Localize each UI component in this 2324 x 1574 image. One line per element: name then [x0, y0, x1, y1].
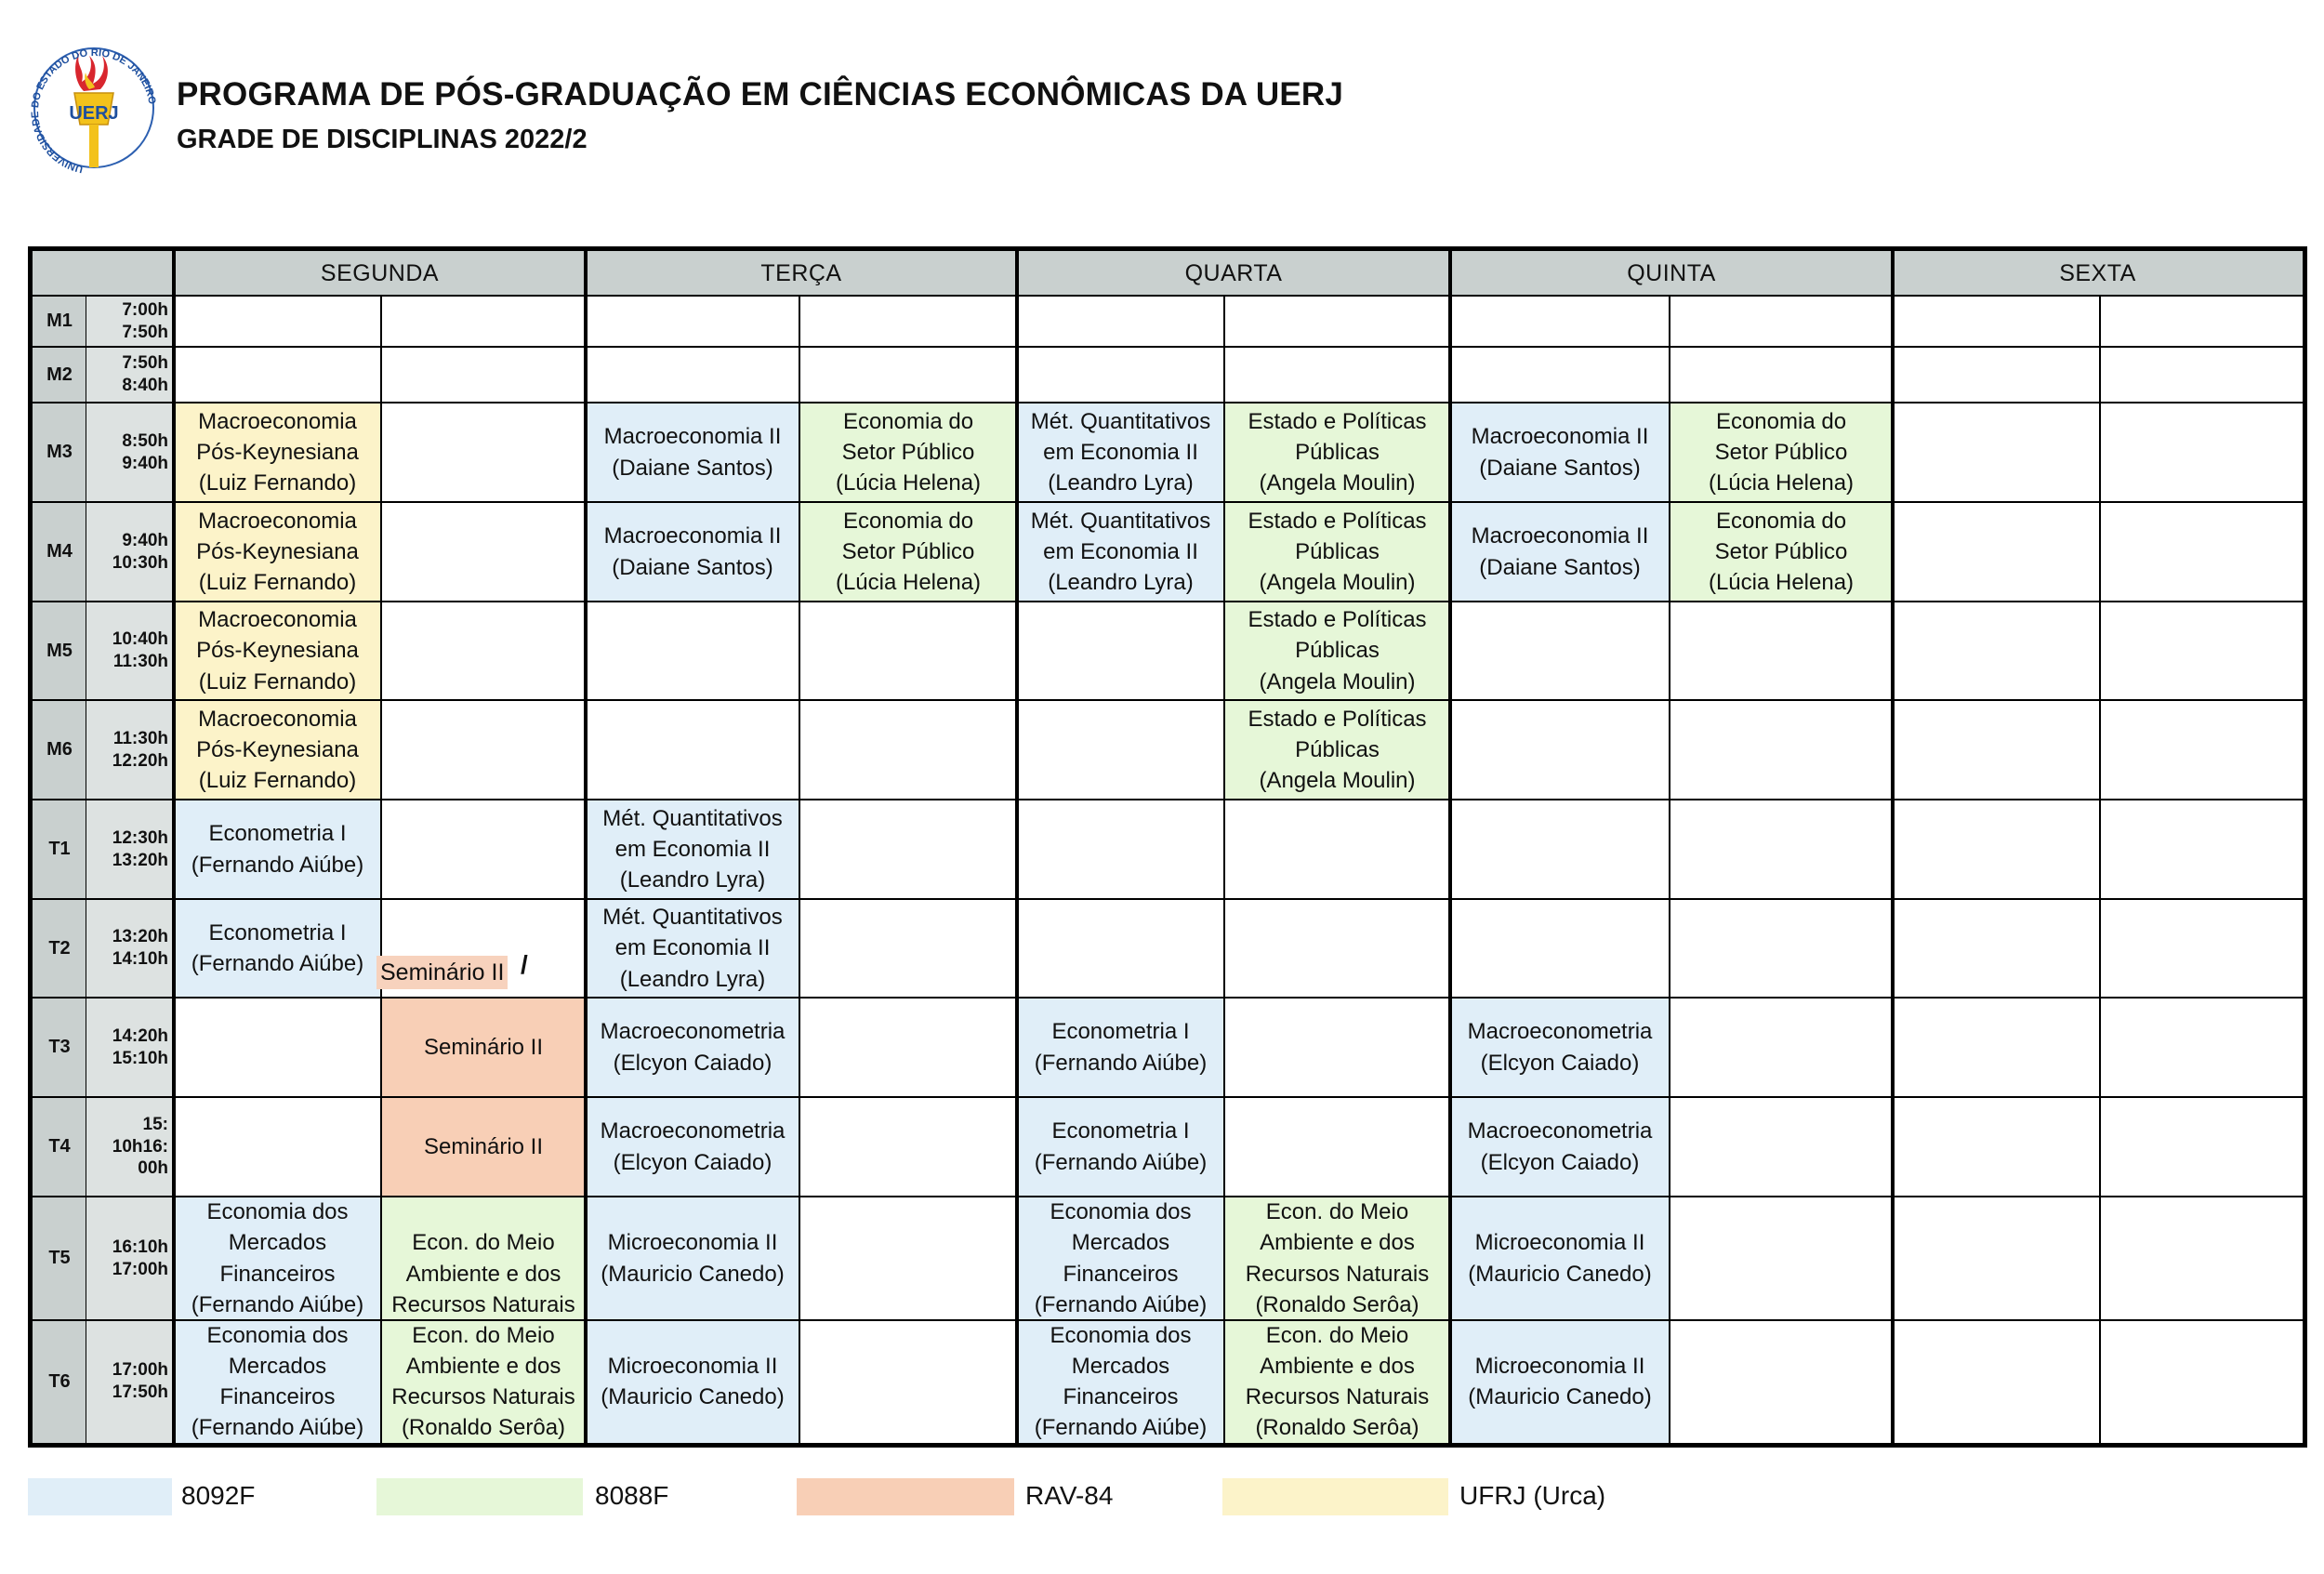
- course-cell: Microeconomia II (Mauricio Canedo): [586, 1320, 799, 1443]
- slot-code-t2: T2: [33, 899, 86, 998]
- row-divider: [33, 601, 2303, 602]
- slot-time-m1: 7:00h 7:50h: [86, 296, 174, 347]
- course-cell: Econ. do Meio Ambiente e dos Recursos Naturais: [381, 1197, 586, 1320]
- day-divider: [1891, 251, 1895, 1443]
- row-divider: [33, 1319, 2303, 1321]
- slot-time-t2: 13:20h 14:10h: [86, 899, 174, 998]
- column-divider: [799, 296, 800, 1443]
- course-cell: Macroeconometria (Elcyon Caiado): [586, 1097, 799, 1197]
- course-cell: Economia do Setor Público (Lúcia Helena): [799, 502, 1017, 602]
- slot-code-m2: M2: [33, 347, 86, 403]
- course-cell: Econ. do Meio Ambiente e dos Recursos Naturais (Ronaldo Serôa): [381, 1320, 586, 1443]
- course-cell: Macroeconomia Pós-Keynesiana (Luiz Fernando): [174, 602, 381, 700]
- course-cell: Estado e Políticas Públicas (Angela Moulin): [1224, 403, 1450, 502]
- course-cell: Econometria I (Fernando Aiúbe): [1017, 998, 1224, 1097]
- row-divider: [33, 997, 2303, 999]
- row-divider: [33, 346, 2303, 348]
- course-cell: Macroeconomia Pós-Keynesiana (Luiz Fernando): [174, 502, 381, 602]
- course-cell: Economia dos Mercados Financeiros (Fernando Aiúbe): [174, 1320, 381, 1443]
- course-cell: Microeconomia II (Mauricio Canedo): [1450, 1320, 1670, 1443]
- course-cell: Economia do Setor Público (Lúcia Helena): [799, 403, 1017, 502]
- course-cell: Macroeconomia II (Daiane Santos): [1450, 502, 1670, 602]
- column-divider: [2099, 296, 2101, 1443]
- slot-time-t4: 15: 10h16: 00h: [86, 1097, 174, 1197]
- course-cell: Estado e Políticas Públicas (Angela Moulin): [1224, 700, 1450, 800]
- course-cell: Macroeconomia Pós-Keynesiana (Luiz Fernando): [174, 403, 381, 502]
- slot-code-t4: T4: [33, 1097, 86, 1197]
- uerj-logo: [28, 35, 160, 177]
- slot-time-m3: 8:50h 9:40h: [86, 403, 174, 502]
- course-cell: Microeconomia II (Mauricio Canedo): [586, 1197, 799, 1320]
- column-divider: [1223, 296, 1225, 1443]
- slot-code-m6: M6: [33, 700, 86, 800]
- course-cell: Seminário II: [381, 1097, 586, 1197]
- day-header-segunda: SEGUNDA: [174, 251, 586, 296]
- day-header-quarta: QUARTA: [1017, 251, 1450, 296]
- course-cell: Mét. Quantitativos em Economia II (Leandro Lyra): [1017, 502, 1224, 602]
- header-corner: [33, 251, 174, 296]
- course-cell: Estado e Políticas Públicas (Angela Moulin): [1224, 602, 1450, 700]
- legend-swatch-8088f: [376, 1478, 583, 1515]
- day-header-sexta: SEXTA: [1893, 251, 2303, 296]
- row-divider: [33, 1096, 2303, 1098]
- slot-code-m1: M1: [33, 296, 86, 347]
- course-cell: Mét. Quantitativos em Economia II (Leandro Lyra): [586, 800, 799, 899]
- course-cell: Macroeconomia II (Daiane Santos): [1450, 403, 1670, 502]
- course-cell: Econometria I (Fernando Aiúbe): [174, 800, 381, 899]
- row-divider: [33, 799, 2303, 800]
- slot-time-m2: 7:50h 8:40h: [86, 347, 174, 403]
- course-cell: Macroeconomia II (Daiane Santos): [586, 502, 799, 602]
- slot-time-t1: 12:30h 13:20h: [86, 800, 174, 899]
- day-divider: [584, 251, 588, 1443]
- column-divider: [380, 296, 382, 1443]
- slot-code-t3: T3: [33, 998, 86, 1097]
- course-cell: Econometria I (Fernando Aiúbe): [174, 899, 381, 998]
- slot-time-t6: 17:00h 17:50h: [86, 1320, 174, 1443]
- slot-code-t1: T1: [33, 800, 86, 899]
- row-divider: [33, 898, 2303, 900]
- row-divider: [33, 402, 2303, 403]
- slot-time-m4: 9:40h 10:30h: [86, 502, 174, 602]
- row-divider: [33, 699, 2303, 701]
- course-cell: Macroeconomia Pós-Keynesiana (Luiz Fernando): [174, 700, 381, 800]
- slot-divider: [172, 251, 176, 1443]
- course-cell: Mét. Quantitativos em Economia II (Leandro Lyra): [1017, 403, 1224, 502]
- seminario-overlay-note: Seminário II: [376, 956, 508, 989]
- row-divider: [33, 501, 2303, 503]
- course-cell: Macroeconometria (Elcyon Caiado): [1450, 998, 1670, 1097]
- column-divider: [1669, 296, 1670, 1443]
- course-cell: Macroeconomia II (Daiane Santos): [586, 403, 799, 502]
- page-subtitle: GRADE DE DISCIPLINAS 2022/2: [177, 125, 588, 154]
- slot-code-t5: T5: [33, 1197, 86, 1320]
- legend-label-8088f: 8088F: [595, 1481, 669, 1510]
- course-cell: Economia dos Mercados Financeiros (Fernando Aiúbe): [174, 1197, 381, 1320]
- schedule-grid: [28, 246, 2307, 1448]
- overlay-slash-mark: /: [521, 950, 528, 979]
- legend-label-ufrj: UFRJ (Urca): [1459, 1481, 1606, 1510]
- slot-code-m5: M5: [33, 602, 86, 700]
- course-cell: Economia dos Mercados Financeiros (Fernando Aiúbe): [1017, 1197, 1224, 1320]
- course-cell: Economia dos Mercados Financeiros (Fernando Aiúbe): [1017, 1320, 1224, 1443]
- course-cell: Mét. Quantitativos em Economia II (Leandro Lyra): [586, 899, 799, 998]
- svg-text:UERJ: UERJ: [69, 103, 119, 124]
- slot-time-t3: 14:20h 15:10h: [86, 998, 174, 1097]
- slot-time-m5: 10:40h 11:30h: [86, 602, 174, 700]
- page-title: PROGRAMA DE PÓS-GRADUAÇÃO EM CIÊNCIAS ECONÔMICAS DA UERJ: [177, 76, 1344, 112]
- slot-code-m3: M3: [33, 403, 86, 502]
- course-cell: Microeconomia II (Mauricio Canedo): [1450, 1197, 1670, 1320]
- row-divider: [33, 295, 2303, 297]
- day-divider: [1448, 251, 1452, 1443]
- course-cell: Macroeconometria (Elcyon Caiado): [1450, 1097, 1670, 1197]
- course-cell: Econ. do Meio Ambiente e dos Recursos Naturais (Ronaldo Serôa): [1224, 1320, 1450, 1443]
- course-cell: Econ. do Meio Ambiente e dos Recursos Naturais (Ronaldo Serôa): [1224, 1197, 1450, 1320]
- legend-label-rav84: RAV-84: [1025, 1481, 1114, 1510]
- course-cell: Economia do Setor Público (Lúcia Helena): [1670, 502, 1893, 602]
- legend-swatch-ufrj: [1222, 1478, 1448, 1515]
- slot-code-m4: M4: [33, 502, 86, 602]
- svg-text:UNIVERSIDADE DO ESTADO DO RIO: UNIVERSIDADE DO ESTADO DO RIO DE JANEIRO: [29, 46, 158, 175]
- day-divider: [1015, 251, 1019, 1443]
- course-cell: Seminário II: [381, 998, 586, 1097]
- course-cell: Economia do Setor Público (Lúcia Helena): [1670, 403, 1893, 502]
- day-header-quinta: QUINTA: [1450, 251, 1893, 296]
- legend-label-8092f: 8092F: [181, 1481, 256, 1510]
- course-cell: Econometria I (Fernando Aiúbe): [1017, 1097, 1224, 1197]
- slot-time-t5: 16:10h 17:00h: [86, 1197, 174, 1320]
- legend-swatch-8092f: [28, 1478, 172, 1515]
- slot-time-m6: 11:30h 12:20h: [86, 700, 174, 800]
- legend-swatch-rav84: [797, 1478, 1014, 1515]
- course-cell: Estado e Políticas Públicas (Angela Moulin): [1224, 502, 1450, 602]
- day-header-terça: TERÇA: [586, 251, 1017, 296]
- row-divider: [33, 1196, 2303, 1197]
- slot-code-t6: T6: [33, 1320, 86, 1443]
- course-cell: Macroeconometria (Elcyon Caiado): [586, 998, 799, 1097]
